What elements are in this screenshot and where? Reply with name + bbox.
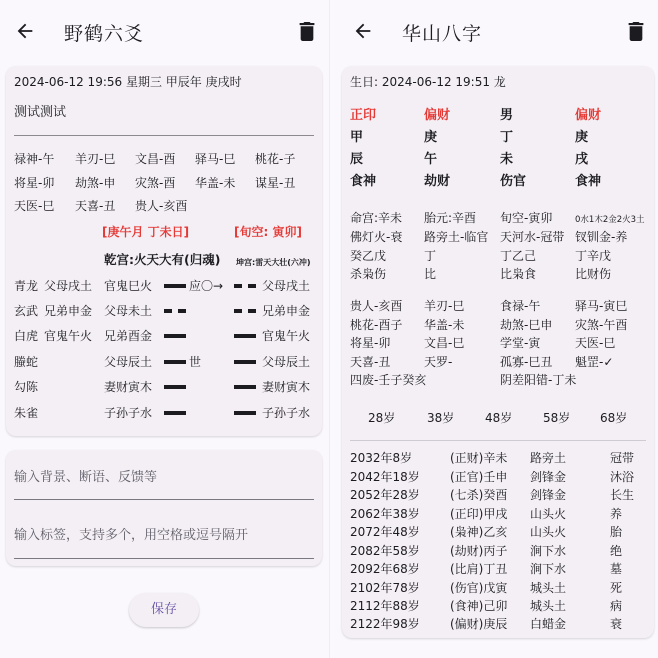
shensha-item: 驿马-寅巳 bbox=[575, 299, 628, 313]
shensha-item: 灾煞-酉 bbox=[135, 176, 176, 190]
info-cell: 丁 bbox=[424, 249, 437, 263]
pillar-zhi-shishen: 伤官 bbox=[500, 174, 527, 189]
dayun-state: 长生 bbox=[610, 488, 635, 502]
shensha-item: 孤寡-巳丑 bbox=[500, 355, 553, 369]
age-tab[interactable]: 38岁 bbox=[427, 411, 455, 425]
shensha-item: 桃花-子 bbox=[255, 152, 296, 166]
dayun-nayin: 涧下水 bbox=[530, 562, 567, 576]
dayun-state: 冠带 bbox=[610, 451, 635, 465]
pillar-gan: 庚 bbox=[575, 130, 589, 145]
dayun-state: 衰 bbox=[610, 617, 623, 631]
age-tab[interactable]: 68岁 bbox=[600, 411, 628, 425]
dayun-state: 墓 bbox=[610, 562, 623, 576]
shensha-item: 四废-壬子癸亥 bbox=[350, 373, 427, 387]
page-title: 野鹤六爻 bbox=[64, 23, 145, 45]
yin-line bbox=[234, 284, 256, 288]
liushen: 白虎 bbox=[14, 329, 39, 343]
liushen: 朱雀 bbox=[14, 406, 39, 420]
info-cell: 比财伤 bbox=[575, 267, 612, 281]
delete-icon[interactable] bbox=[299, 22, 315, 41]
shensha-item: 天喜-丑 bbox=[350, 355, 391, 369]
liushen: 玄武 bbox=[14, 304, 39, 318]
dayun-nayin: 城头土 bbox=[530, 581, 567, 595]
pillar-shishen: 偏财 bbox=[424, 108, 451, 123]
bianyao: 兄弟申金 bbox=[262, 304, 311, 318]
info-cell: 天河水-冠带 bbox=[500, 230, 565, 244]
yang-line bbox=[164, 284, 186, 288]
dayun-ganzhi: (伤官)戊寅 bbox=[450, 581, 508, 595]
app-bar bbox=[0, 0, 329, 62]
shensha-item: 天医-巳 bbox=[14, 199, 55, 213]
shensha-item: 阴差阳错-丁未 bbox=[500, 373, 577, 387]
main-gua-name: 乾宫:火天大有(归魂) bbox=[104, 252, 221, 267]
benyao: 妻财寅木 bbox=[104, 380, 153, 394]
shensha-item: 羊刃-巳 bbox=[424, 299, 465, 313]
dayun-year: 2122年98岁 bbox=[350, 617, 420, 631]
yang-line bbox=[164, 385, 186, 389]
dayun-ganzhi: (食神)己卯 bbox=[450, 599, 508, 613]
dayun-nayin: 涧下水 bbox=[530, 544, 567, 558]
xunkong-label: [旬空: 寅卯] bbox=[234, 225, 302, 239]
info-cell: 比枭食 bbox=[500, 267, 537, 281]
age-tab[interactable]: 28岁 bbox=[368, 411, 396, 425]
yang-line bbox=[234, 360, 256, 364]
dayun-ganzhi: (七杀)癸酉 bbox=[450, 488, 508, 502]
tags-input[interactable]: 输入标签，支持多个，用空格或逗号隔开 bbox=[14, 528, 249, 543]
yin-line bbox=[164, 309, 186, 313]
age-tab[interactable]: 48岁 bbox=[485, 411, 513, 425]
dayun-state: 绝 bbox=[610, 544, 623, 558]
notes-card bbox=[6, 450, 322, 566]
delete-icon[interactable] bbox=[628, 22, 644, 41]
pillar-shishen: 偏财 bbox=[575, 108, 602, 123]
bianyao: 父母辰土 bbox=[262, 355, 311, 369]
app-bar bbox=[330, 0, 658, 62]
benyao: 官鬼巳火 bbox=[104, 279, 153, 293]
bazi-card bbox=[342, 66, 654, 638]
pillar-gan: 甲 bbox=[350, 130, 364, 145]
benyao: 父母辰土 bbox=[104, 355, 153, 369]
shensha-item: 文昌-酉 bbox=[135, 152, 176, 166]
divider bbox=[14, 135, 314, 136]
shensha-item: 食禄-午 bbox=[500, 299, 541, 313]
bianyao: 子孙子水 bbox=[262, 406, 311, 420]
shensha-item: 驿马-巳 bbox=[195, 152, 236, 166]
dayun-year: 2102年78岁 bbox=[350, 581, 420, 595]
info-cell: 钗钏金-养 bbox=[575, 230, 628, 244]
dayun-nayin: 剑锋金 bbox=[530, 488, 567, 502]
benyao: 子孙子水 bbox=[104, 406, 153, 420]
shensha-item: 灾煞-午酉 bbox=[575, 318, 628, 332]
dayun-ganzhi: (枭神)乙亥 bbox=[450, 525, 508, 539]
shensha-item: 文昌-巳 bbox=[424, 336, 465, 350]
dayun-nayin: 山头火 bbox=[530, 507, 567, 521]
dayun-nayin: 城头土 bbox=[530, 599, 567, 613]
dayun-state: 病 bbox=[610, 599, 623, 613]
info-cell: 比 bbox=[424, 267, 437, 281]
info-cell: 命宫:辛未 bbox=[350, 211, 403, 225]
shensha-item: 谋星-丑 bbox=[255, 176, 296, 190]
dayun-ganzhi: (正财)辛未 bbox=[450, 451, 508, 465]
pillar-zhi: 辰 bbox=[350, 152, 364, 167]
subject-text: 测试测试 bbox=[14, 105, 67, 120]
benyao: 父母未土 bbox=[104, 304, 153, 318]
dayun-state: 沐浴 bbox=[610, 470, 635, 484]
dayun-nayin: 白蜡金 bbox=[530, 617, 567, 631]
shensha-item: 桃花-酉子 bbox=[350, 318, 403, 332]
dayun-nayin: 路旁土 bbox=[530, 451, 567, 465]
liushen: 勾陈 bbox=[14, 380, 39, 394]
back-arrow-icon[interactable] bbox=[352, 20, 374, 42]
info-cell: 杀枭伤 bbox=[350, 267, 387, 281]
dayun-ganzhi: (比肩)丁丑 bbox=[450, 562, 508, 576]
pillar-zhi: 戌 bbox=[575, 152, 589, 167]
info-cell: 佛灯火-衰 bbox=[350, 230, 403, 244]
info-cell: 路旁土-临官 bbox=[424, 230, 489, 244]
input-underline bbox=[14, 499, 314, 500]
info-cell: 癸乙戊 bbox=[350, 249, 387, 263]
dayun-state: 死 bbox=[610, 581, 623, 595]
dayun-ganzhi: (偏财)庚辰 bbox=[450, 617, 508, 631]
shensha-item: 禄神-午 bbox=[14, 152, 55, 166]
pillar-zhi-shishen: 食神 bbox=[575, 174, 602, 189]
bazi-screen bbox=[329, 0, 658, 658]
dayun-year: 2052年28岁 bbox=[350, 488, 420, 502]
shensha-item: 劫煞-巳申 bbox=[500, 318, 553, 332]
yang-line bbox=[234, 385, 256, 389]
shensha-item: 天罗- bbox=[424, 355, 453, 369]
dayun-year: 2042年18岁 bbox=[350, 470, 420, 484]
divider bbox=[350, 440, 646, 441]
shensha-item: 羊刃-巳 bbox=[75, 152, 116, 166]
dayun-state: 胎 bbox=[610, 525, 623, 539]
dayun-ganzhi: (劫财)丙子 bbox=[450, 544, 508, 558]
shi-ying-mark: 应〇→ bbox=[189, 279, 224, 293]
pillar-gan: 丁 bbox=[500, 130, 514, 145]
shensha-item: 魁罡-✓ bbox=[575, 355, 614, 369]
input-underline bbox=[14, 558, 314, 559]
yang-line bbox=[164, 360, 186, 364]
back-arrow-icon[interactable] bbox=[14, 20, 36, 42]
shensha-item: 贵人-亥酉 bbox=[350, 299, 403, 313]
bianyao: 妻财寅木 bbox=[262, 380, 311, 394]
pillar-gan: 庚 bbox=[424, 130, 438, 145]
dayun-year: 2062年38岁 bbox=[350, 507, 420, 521]
yang-line bbox=[164, 411, 186, 415]
dayun-year: 2092年68岁 bbox=[350, 562, 420, 576]
shensha-item: 天喜-丑 bbox=[75, 199, 116, 213]
save-button[interactable]: 保存 bbox=[129, 593, 199, 627]
info-cell: 胎元:辛酉 bbox=[424, 211, 477, 225]
shensha-item: 学堂-寅 bbox=[500, 336, 541, 350]
dayun-ganzhi: (正印)甲戌 bbox=[450, 507, 508, 521]
birth-line: 生日: 2024-06-12 19:51 龙 bbox=[350, 75, 506, 89]
dayun-state: 养 bbox=[610, 507, 623, 521]
info-cell: 旬空-寅卯 bbox=[500, 211, 553, 225]
shensha-item: 天医-巳 bbox=[575, 336, 616, 350]
info-cell: 丁乙己 bbox=[500, 249, 537, 263]
yang-line bbox=[234, 411, 256, 415]
changed-gua-name: 坤宫:雷天大壮(六冲) bbox=[236, 258, 311, 267]
fushen: 兄弟申金 bbox=[44, 304, 93, 318]
bianyao: 官鬼午火 bbox=[262, 329, 311, 343]
liushen: 青龙 bbox=[14, 279, 39, 293]
gua-card bbox=[6, 66, 322, 436]
shi-ying-mark: 世 bbox=[189, 355, 202, 369]
yang-line bbox=[234, 334, 256, 338]
pillar-zhi-shishen: 食神 bbox=[350, 174, 377, 189]
liushen: 螣蛇 bbox=[14, 355, 39, 369]
shensha-item: 华盖-未 bbox=[424, 318, 465, 332]
dayun-year: 2072年48岁 bbox=[350, 525, 420, 539]
pillar-zhi-shishen: 劫财 bbox=[424, 174, 451, 189]
pillar-shishen: 正印 bbox=[350, 108, 377, 123]
fushen: 官鬼午火 bbox=[44, 329, 93, 343]
shensha-item: 华盖-未 bbox=[195, 176, 236, 190]
dayun-year: 2032年8岁 bbox=[350, 451, 413, 465]
dayun-year: 2112年88岁 bbox=[350, 599, 420, 613]
dayun-ganzhi: (正官)壬申 bbox=[450, 470, 508, 484]
shensha-item: 将星-卯 bbox=[14, 176, 55, 190]
date-line: 2024-06-12 19:56 星期三 甲辰年 庚戌时 bbox=[14, 75, 242, 89]
page-title: 华山八字 bbox=[402, 23, 483, 45]
info-cell: 丁辛戊 bbox=[575, 249, 612, 263]
age-tab[interactable]: 58岁 bbox=[543, 411, 571, 425]
benyao: 兄弟酉金 bbox=[104, 329, 153, 343]
yin-line bbox=[234, 309, 256, 313]
yang-line bbox=[164, 334, 186, 338]
wuxing-count: 0水1木2金2火3土 bbox=[575, 215, 645, 225]
shensha-item: 将星-卯 bbox=[350, 336, 391, 350]
dayun-nayin: 剑锋金 bbox=[530, 470, 567, 484]
pillar-zhi: 午 bbox=[424, 152, 438, 167]
shensha-item: 贵人-亥酉 bbox=[135, 199, 188, 213]
background-input[interactable]: 输入背景、断语、反馈等 bbox=[14, 470, 158, 485]
pillar-zhi: 未 bbox=[500, 152, 514, 167]
pillar-gender: 男 bbox=[500, 108, 514, 123]
fushen: 父母戌土 bbox=[44, 279, 93, 293]
dayun-nayin: 山头火 bbox=[530, 525, 567, 539]
dayun-year: 2082年58岁 bbox=[350, 544, 420, 558]
month-day-label: [庚午月 丁未日] bbox=[102, 225, 190, 239]
shensha-item: 劫煞-申 bbox=[75, 176, 116, 190]
bianyao: 父母戌土 bbox=[262, 279, 311, 293]
